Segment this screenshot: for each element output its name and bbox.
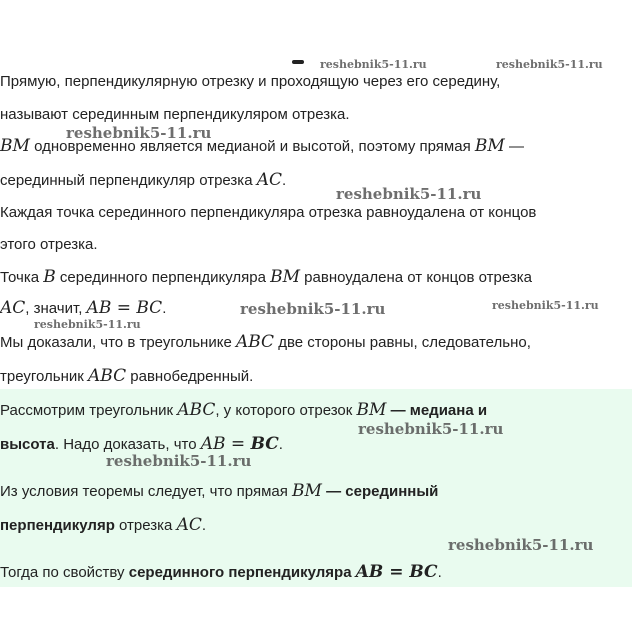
text-span: серединный перпендикуляр отрезка [0, 172, 257, 189]
watermark-text: reshebnik5-11.ru [448, 536, 594, 554]
text-span: равнобедренный. [126, 368, 254, 385]
definition-line-2: называют серединным перпендикуляром отрезка. [0, 106, 350, 123]
text-span: Мы доказали, что в треугольнике [0, 334, 236, 351]
text-span: Из условия теоремы следует, что прямая [0, 483, 293, 500]
proof-line-4 [0, 515, 206, 536]
property-line-2: этого отрезка. [0, 236, 98, 253]
math-bm: BM [270, 267, 301, 287]
math-bm: BM [356, 400, 387, 420]
top-dash-mark [292, 60, 304, 64]
text-span: . [282, 172, 287, 189]
math-bm: BM [474, 136, 505, 156]
text-span: серединного перпендикуляра [55, 269, 271, 286]
text-span: . [201, 517, 207, 534]
text-span: . Надо доказать, что [54, 436, 201, 453]
math-ac: AC [0, 298, 26, 318]
watermark-text: reshebnik5-11.ru [106, 452, 252, 470]
text-span: треугольник [0, 368, 89, 385]
math-bc-bold: BC [250, 434, 279, 454]
math-bm: BM [0, 136, 30, 156]
math-abc: ABC [88, 366, 127, 386]
proof-line-5 [0, 562, 442, 583]
text-span: . [278, 436, 283, 453]
bm-statement-line-2 [0, 170, 286, 191]
bold-text: — медиана и [386, 402, 488, 419]
text-span: , значит, [25, 300, 87, 317]
point-b-line-2 [0, 298, 166, 319]
bold-text: высота [0, 436, 55, 453]
math-abc: ABC [177, 400, 216, 420]
conclusion-line-2 [0, 366, 253, 387]
math-ac: AC [256, 170, 283, 190]
text-span: . [162, 300, 167, 317]
bold-text: — серединный [321, 483, 439, 500]
proof-line-3 [0, 481, 438, 502]
bold-text: перпендикуляр [0, 517, 115, 534]
watermark-text: reshebnik5-11.ru [358, 420, 504, 438]
watermark-text: reshebnik5-11.ru [320, 58, 427, 71]
conclusion-line-1 [0, 332, 531, 353]
math-ab-eq-bc: AB = BC [86, 298, 163, 318]
math-ab-eq-bc-bold: AB = BC [355, 562, 438, 582]
watermark-text: reshebnik5-11.ru [240, 300, 386, 318]
watermark-text: reshebnik5-11.ru [336, 185, 482, 203]
watermark-text: reshebnik5-11.ru [66, 124, 212, 142]
math-bm: BM [292, 481, 322, 501]
math-b: B [43, 267, 56, 287]
math-ac: AC [176, 515, 202, 535]
text-span: — [504, 138, 524, 155]
bold-text: серединного перпендикуляра [128, 564, 356, 581]
proof-line-1 [0, 400, 487, 421]
text-span: две стороны равны, следовательно, [274, 334, 531, 351]
definition-line-1: Прямую, перпендикулярную отрезку и проходящую через его середину, [0, 73, 501, 90]
text-span: . [437, 564, 442, 581]
watermark-text: reshebnik5-11.ru [496, 58, 603, 71]
math-abc: ABC [235, 332, 275, 352]
property-line-1: Каждая точка серединного перпендикуляра отрезка равноудалена от концов [0, 204, 537, 221]
watermark-text: reshebnik5-11.ru [34, 318, 141, 331]
text-span: Рассмотрим треугольник [0, 402, 178, 419]
point-b-line-1 [0, 267, 532, 288]
text-span: одновременно является медианой и высотой, поэтому прямая [29, 138, 475, 155]
text-span: Тогда по свойству [0, 564, 129, 581]
text-span: равноудалена от концов отрезка [300, 269, 532, 286]
math-ab-eq: AB = [200, 434, 251, 454]
text-span: отрезка [114, 517, 177, 534]
text-span: , у которого отрезок [215, 402, 357, 419]
text-span: Точка [0, 269, 44, 286]
watermark-text: reshebnik5-11.ru [492, 299, 599, 312]
